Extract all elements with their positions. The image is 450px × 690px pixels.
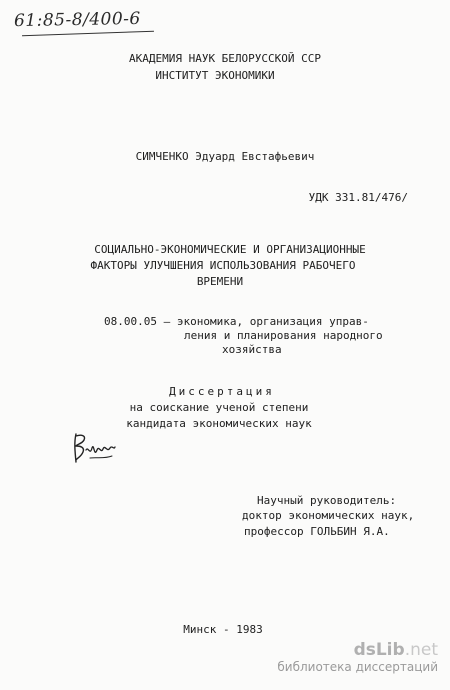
specialty-line-2: ления и планирования народного — [184, 329, 383, 342]
title-line-3: ВРЕМЕНИ — [196, 275, 244, 288]
watermark-logo-suffix: .net — [404, 640, 438, 660]
degree-line-1: на соискание ученой степени — [129, 401, 309, 414]
supervisor-label: Научный руководитель: — [257, 494, 397, 507]
archive-number: 61:85-8/400-6 — [13, 8, 141, 32]
degree-line-2: кандидата экономических наук — [126, 417, 312, 430]
city-year: Минск - 1983 — [183, 623, 263, 636]
handwritten-signature — [70, 428, 118, 468]
supervisor-name: профессор ГОЛЬБИН Я.А. — [244, 525, 390, 538]
supervisor-degree: доктор экономических наук, — [242, 509, 415, 522]
watermark-logo — [277, 640, 438, 660]
dslib-watermark — [277, 640, 438, 675]
archive-number-underline — [22, 31, 154, 37]
udk-code: УДК 331.81/476/ — [308, 191, 408, 204]
title-line-1: СОЦИАЛЬНО-ЭКОНОМИЧЕСКИЕ И ОРГАНИЗАЦИОННЫЕ — [94, 243, 366, 256]
specialty-line-3: хозяйства — [222, 343, 282, 356]
title-line-2: ФАКТОРЫ УЛУЧШЕНИЯ ИСПОЛЬЗОВАНИЯ РАБОЧЕГО — [90, 259, 356, 272]
academy-name: АКАДЕМИЯ НАУК БЕЛОРУССКОЙ ССР — [128, 52, 322, 65]
author-name: СИМЧЕНКО Эдуард Евстафьевич — [135, 150, 315, 163]
watermark-subtitle: библиотека диссертаций — [277, 660, 438, 674]
specialty-line-1: 08.00.05 — экономика, организация управ- — [104, 315, 369, 328]
institute-name: ИНСТИТУТ ЭКОНОМИКИ — [155, 69, 275, 82]
watermark-logo-main: dsLib — [353, 640, 405, 660]
dissertation-heading: Диссертация — [169, 385, 275, 398]
